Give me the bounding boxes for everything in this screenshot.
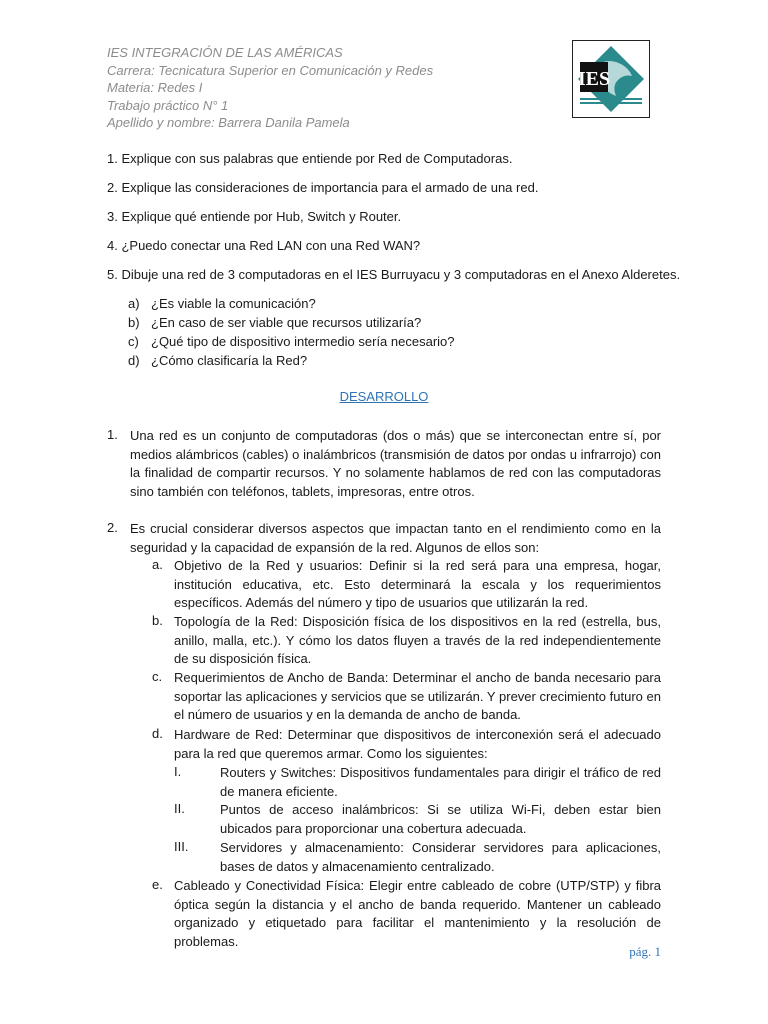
question-4: 4. ¿Puedo conectar una Red LAN con una Red WAN? <box>107 238 421 253</box>
item-c-marker: c. <box>152 669 163 684</box>
header-career: Carrera: Tecnicatura Superior en Comunicación y Redes <box>107 62 434 78</box>
header-institution: IES INTEGRACIÓN DE LAS AMÉRICAS <box>107 45 343 60</box>
roman-1-marker: I. <box>174 764 182 779</box>
section-title-text: DESARROLLO <box>339 389 429 404</box>
subquestion-marker: a) <box>128 296 140 311</box>
item-b-paragraph: Topología de la Red: Disposición física de los dispositivos en la red (estrella, bus, anillo, malla, etc.). Y cómo los datos fluyen a través de la red independientemente de su disposición física. <box>174 614 661 667</box>
section-title <box>0 389 768 404</box>
question-3: 3. Explique qué entiende por Hub, Switch y Router. <box>107 209 402 224</box>
header-student: Apellido y nombre: Barrera Danila Pamela <box>107 115 350 130</box>
item-c-text <box>174 669 661 725</box>
item-a-marker: a. <box>152 557 163 572</box>
subquestion-b <box>128 315 421 330</box>
roman-3-paragraph: Servidores y almacenamiento: Considerar servidores para aplicaciones, bases de datos y almacenamiento centralizado. <box>220 840 661 874</box>
item-b-marker: b. <box>152 613 163 628</box>
subquestion-marker: c) <box>128 334 139 349</box>
roman-3-marker: III. <box>174 839 189 854</box>
question-2: 2. Explique las consideraciones de importancia para el armado de una red. <box>107 180 539 195</box>
ies-logo <box>572 40 650 118</box>
answer-1-number: 1. <box>107 427 118 442</box>
roman-1-paragraph: Routers y Switches: Dispositivos fundamentales para dirigir el tráfico de red de manera eficiente. <box>220 765 661 799</box>
answer-1-text <box>130 427 661 502</box>
item-e-text <box>174 877 661 952</box>
item-c-paragraph: Requerimientos de Ancho de Banda: Determinar el ancho de banda necesario para soportar las aplicaciones y servicios que se utilizarán. Y prever crecimiento futuro en el número de usuarios y en la demanda de ancho de banda. <box>174 670 661 723</box>
question-5: 5. Dibuje una red de 3 computadoras en el IES Burruyacu y 3 computadoras en el Anexo Alderetes. <box>107 267 681 282</box>
roman-3-text <box>220 839 661 876</box>
header-assignment: Trabajo práctico N° 1 <box>107 97 229 113</box>
subquestion-marker: b) <box>128 315 140 330</box>
subquestion-a <box>128 296 316 311</box>
subquestion-c <box>128 334 455 349</box>
item-d-text <box>174 726 661 763</box>
roman-2-text <box>220 801 661 838</box>
item-a-paragraph: Objetivo de la Red y usuarios: Definir si la red será para una empresa, hogar, institución educativa, etc. Esto determinará la escala y los requerimientos específicos. Además del número y tipo de usuarios que utilizarán la red. <box>174 558 661 611</box>
roman-2-marker: II. <box>174 801 185 816</box>
roman-2-paragraph: Puntos de acceso inalámbricos: Si se utiliza Wi-Fi, deben estar bien ubicados para proporcionar una cobertura adecuada. <box>220 802 661 836</box>
answer-2-intro-paragraph: Es crucial considerar diversos aspectos que impactan tanto en el rendimiento como en la seguridad y la capacidad de expansión de la red. Algunos de ellos son: <box>130 521 661 555</box>
answer-1-paragraph: Una red es un conjunto de computadoras (dos o más) que se interconectan entre sí, por medios alámbricos (cables) o inalámbricos (transmisión de datos por ondas u infrarrojo) con la finalidad de compartir recursos. Y no solamente hablamos de red con las computadoras sino también con teléfonos, tablets, impresoras, entre otros. <box>130 428 661 500</box>
item-d-paragraph: Hardware de Red: Determinar que dispositivos de interconexión será el adecuado para la red que queremos armar. Como los siguientes: <box>174 727 661 761</box>
subquestion-marker: d) <box>128 353 140 368</box>
item-e-marker: e. <box>152 877 163 892</box>
logo-text: IES <box>577 68 611 90</box>
item-b-text <box>174 613 661 669</box>
subquestion-text: ¿Qué tipo de dispositivo intermedio sería necesario? <box>151 334 455 349</box>
subquestion-d <box>128 353 307 368</box>
document-header <box>107 44 433 132</box>
question-1: 1. Explique con sus palabras que entiende por Red de Computadoras. <box>107 151 513 166</box>
subquestion-text: ¿Cómo clasificaría la Red? <box>151 353 308 368</box>
item-a-text <box>174 557 661 613</box>
answer-2-intro <box>130 520 661 557</box>
subquestion-text: ¿Es viable la comunicación? <box>151 296 316 311</box>
page-number: pág. 1 <box>629 944 661 959</box>
header-subject: Materia: Redes I <box>107 80 203 95</box>
answer-2-number: 2. <box>107 520 118 535</box>
roman-1-text <box>220 764 661 801</box>
subquestion-text: ¿En caso de ser viable que recursos utilizaría? <box>151 315 422 330</box>
item-e-paragraph: Cableado y Conectividad Física: Elegir entre cableado de cobre (UTP/STP) y fibra óptica según la distancia y el ancho de banda requerido. Mantener un cableado organizado y etiquetado para facilitar el mantenimiento y la resolución de problemas. <box>174 878 661 950</box>
item-d-marker: d. <box>152 726 163 741</box>
